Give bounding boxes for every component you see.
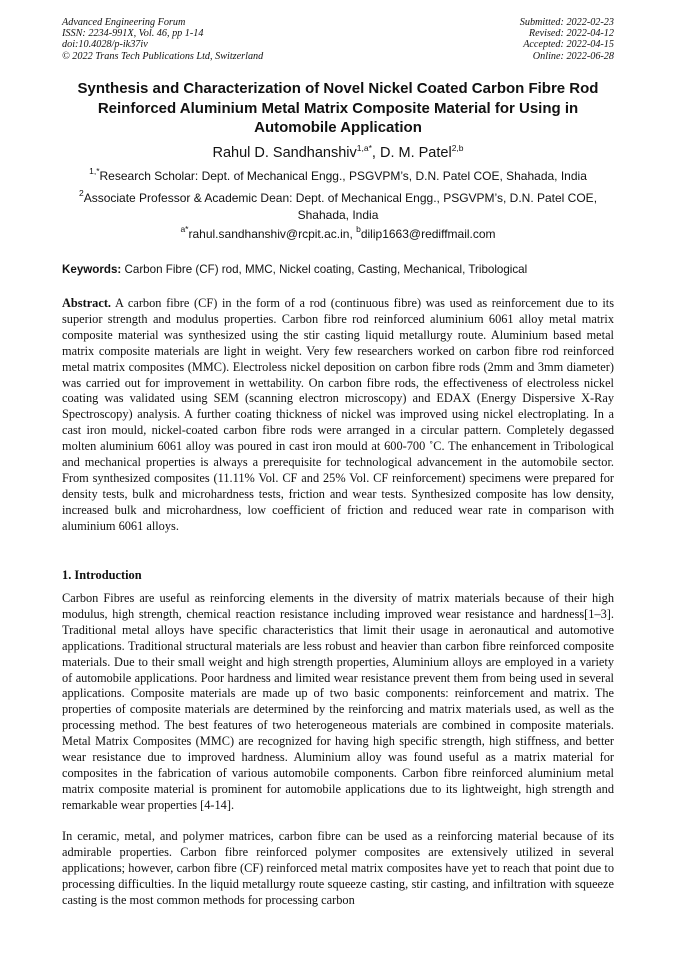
abstract-paragraph [62,296,614,535]
journal-doi[interactable]: doi:10.4028/p-ik37iv [62,39,148,51]
abstract-label: Abstract. [62,296,112,310]
journal-issn: ISSN: 2234-991X, Vol. 46, pp 1-14 [62,28,204,40]
date-accepted: Accepted: 2022-04-15 [523,39,614,51]
author-1: Rahul D. Sandhanshiv [212,145,357,161]
email-line [62,226,614,243]
affiliation-2-superscript: 2 [78,188,84,198]
affiliation-1 [62,168,614,185]
author-2: D. M. Patel [379,145,452,161]
keywords-text: Carbon Fibre (CF) rod, MMC, Nickel coating, Casting, Mechanical, Tribological [121,263,528,276]
keywords-line [62,262,614,277]
email-separator: , [349,227,357,241]
email-b-superscript: b [356,224,361,234]
paper-title: Synthesis and Characterization of Novel Nickel Coated Carbon Fibre Rod Reinforced Aluminium Metal Matrix Composite Material for Using in Automobile Application [77,80,599,136]
section-heading-introduction: 1. Introduction [62,568,142,582]
journal-header-left [62,17,263,62]
author-1-superscript: 1,a* [356,143,372,153]
abstract-text: A carbon fibre (CF) in the form of a rod (continuous fibre) was used as reinforcement due to its superior strength and modulus properties. Carbon fibre rod reinforced aluminium 6061 alloy metal matrix composite material was synthesized using the stir casting liquid metallurgy route. Aluminium based metal matrix composite materials are light in weight. Very few researchers worked on carbon fibre rod reinforced metal matrix composites (MMC). Electroless nickel deposition on carbon fibre rods (2mm and 3mm diameter) was carried out for improvement in wettability. On carbon fibre rods, the effectiveness of electroless nickel coating was validated using SEM (scanning electron microscopy) and EDAX (Energy Dispersive X-Ray Spectroscopy) analysis. A further coating thickness of nickel was improved using nickel electroplating. In a cast iron mould, nickel-coated carbon fibre rods were arranged in a circular pattern. Completely degassed molten aluminium 6061 alloy was poured in cast iron mould at 600-700 ˚C. The enhancement in Tribological and mechanical properties is always a prerequisite for technological advancement in the automobile sector. From synthesized composites (11.11% Vol. CF and 25% Vol. CF reinforcement) specimens were prepared for density tests, bulk and microhardness tests, friction and wear tests. Synthesized composite has low density, increased bulk and microhardness, low coefficient of friction and reduced wear rate in comparison with aluminium 6061 alloys. [62,296,614,533]
email-b-link[interactable]: dilip1663@rediffmail.com [360,227,496,241]
date-revised: Revised: 2022-04-12 [528,28,614,40]
journal-header-right [520,17,614,62]
affiliation-1-superscript: 1,* [89,166,100,176]
author-line [62,144,614,162]
affiliation-2-text: Associate Professor & Academic Dean: Dept. of Mechanical Engg., PSGVPM’s, D.N. Patel COE, Shahada, India [83,191,598,222]
email-a-superscript: a* [180,224,189,234]
date-online: Online: 2022-06-28 [532,50,614,62]
journal-copyright: © 2022 Trans Tech Publications Ltd, Switzerland [62,50,264,62]
intro-paragraph-1: Carbon Fibres are useful as reinforcing elements in the diversity of matrix materials because of their high modulus, high strength, chemical reaction resistance including improved wear resistance and hardness[1–3]. Traditional metal alloys have specific characteristics that limit their usage in aeronautical and automotive applications. Traditional structural materials are less robust and heavier than carbon fibre reinforced composite materials. Due to their small weight and high strength properties, Aluminium alloys are employed in a variety of automobile applications. Poor hardness and limited wear resistance prevent them from being used in several applications. Composite materials are made up of two basic components: reinforcement and matrix. The properties of composite materials are determined by the reinforcing and matrix materials used, as well as the processing method. The best features of two heterogeneous materials are combined in composite materials. Metal Matrix Composites (MMC) are recognized for having high specific strength, high stiffness, and better wear resistance due to improved hardness. Aluminium alloy was found useful as a matrix material for composites in the fabrication of various automobile components. Carbon fibre reinforced aluminium metal matrix composite material is prominent for automobile applications due to its lightweight, high strength and remarkable wear properties [4-14]. [62,591,614,812]
email-a-link[interactable]: rahul.sandhanshiv@rcpit.ac.in [188,227,350,241]
date-submitted: Submitted: 2022-02-23 [519,17,614,28]
author-2-superscript: 2,b [451,143,464,153]
affiliation-1-text: Research Scholar: Dept. of Mechanical Engg., PSGVPM’s, D.N. Patel COE, Shahada, India [99,169,587,183]
affiliation-2 [62,190,614,223]
author-separator: , [371,145,380,161]
journal-name: Advanced Engineering Forum [62,17,186,28]
intro-paragraph-2: In ceramic, metal, and polymer matrices, carbon fibre can be used as a reinforcing material because of its admirable properties. Carbon fibre reinforced polymer composites are extensively utilized in several applications; however, carbon fibre (CF) reinforced metal matrix composites have yet to reach that point due to processing difficulties. In the liquid metallurgy route squeeze casting, stir casting, and infiltration with squeeze casting is the most common methods for processing carbon [62,829,614,907]
keywords-label: Keywords: [62,263,122,276]
